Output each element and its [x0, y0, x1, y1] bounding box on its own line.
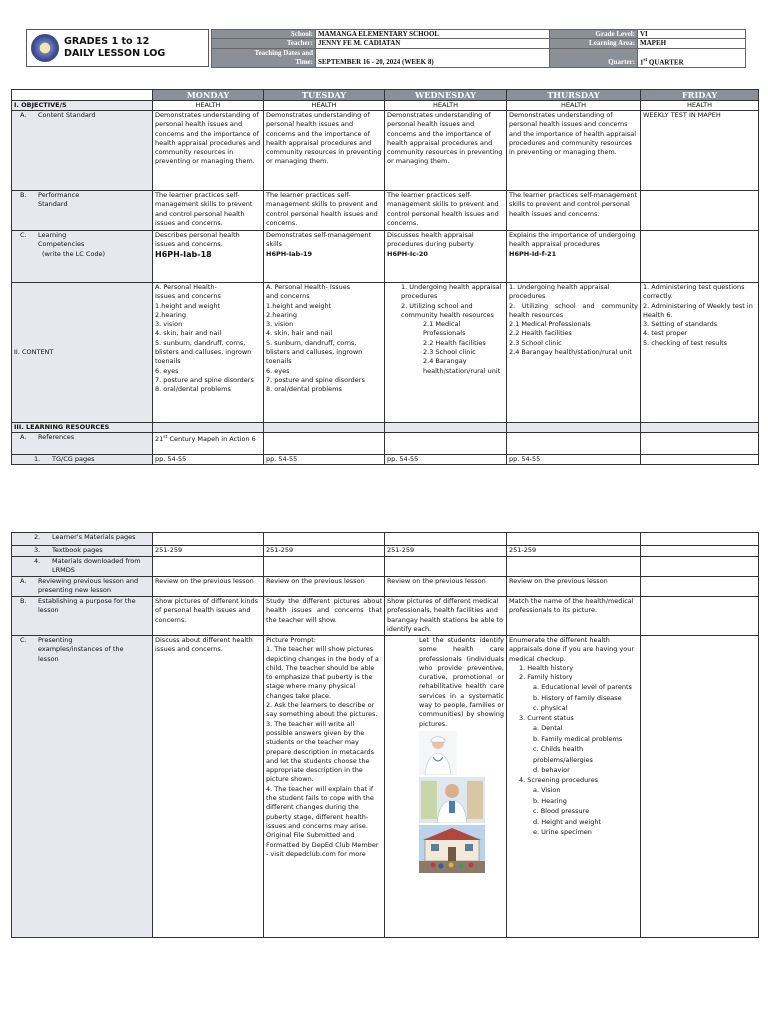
- doctor-photo: [419, 777, 504, 823]
- reviewing-monday: Review on the previous lesson: [153, 577, 264, 597]
- lc-code-thursday: H6PH-Id-f-21: [509, 249, 557, 258]
- presenting-wednesday: [385, 636, 507, 938]
- competencies-label: C. Learning Competencies (write the LC Code): [12, 231, 153, 283]
- tg-wednesday: pp. 54-55: [385, 455, 507, 465]
- health-center-photo: [419, 825, 504, 873]
- header-info-table: [211, 29, 746, 68]
- purpose-label: B. Establishing a purpose for the lesson: [12, 597, 153, 636]
- subject-wednesday: HEALTH: [385, 101, 507, 111]
- performance-friday: [641, 191, 759, 231]
- content-monday-line: 4. skin, hair and nail: [155, 329, 222, 338]
- teacher-label: Teacher:: [212, 39, 316, 48]
- content-standard-friday: WEEKLY TEST IN MAPEH: [641, 111, 759, 191]
- performance-wednesday: The learner practices self-management skills to prevent and control personal health issues and concerns.: [385, 191, 507, 231]
- objectives-heading: I. OBJECTIVE/S: [12, 101, 153, 111]
- content-tuesday-line: and concerns: [266, 292, 310, 301]
- teacher-value: JENNY FE M. CADIATAN: [316, 39, 550, 48]
- resources-heading: III. LEARNING RESOURCES: [12, 423, 153, 433]
- textbook-tuesday: 251-259: [264, 546, 385, 557]
- reviewing-tuesday: Review on the previous lesson: [264, 577, 385, 597]
- lesson-log-table-1: [11, 89, 759, 465]
- performance-standard-label: B. Performance Standard: [12, 191, 153, 231]
- grade-label: Grade Level:: [550, 30, 638, 39]
- grade-value: VI: [638, 30, 746, 39]
- content-monday-line: 1.height and weight: [155, 301, 221, 310]
- presenting-label: C. Presenting examples/instances of the lesson: [12, 636, 153, 938]
- title-line-1: GRADES 1 to 12: [64, 36, 150, 47]
- tg-pages-label: 1. TG/CG pages: [12, 455, 153, 465]
- presenting-wednesday-text: Let the students identify some health care professionals (individuals who provide preventive, curative, promotional or rehabilitative health care services in a systematic way to people, families or communities) by showing pictures.: [419, 636, 504, 728]
- nurse-photo: [419, 731, 504, 775]
- quarter-value: 1st QUARTER: [638, 48, 746, 67]
- references-monday: 21st Century Mapeh in Action 6: [153, 433, 264, 455]
- tg-tuesday: pp. 54-55: [264, 455, 385, 465]
- lrmds-label: 4. Materials downloaded from LRMDS: [12, 557, 153, 577]
- textbook-pages-label: 3. Textbook pages: [12, 546, 153, 557]
- presenting-tuesday-line: 2. Ask the learners to describe or say something about the pictures.: [266, 701, 378, 719]
- tg-thursday: pp. 54-55: [507, 455, 641, 465]
- content-tuesday-line: 7. posture and spine disorders: [266, 375, 365, 384]
- lc-code-note: (write the LC Code): [42, 249, 106, 258]
- references-label: A. References: [12, 433, 153, 455]
- purpose-tuesday: Study the different pictures about health issues and concerns that the teacher will show.: [264, 597, 385, 636]
- lesson-log-table-2: [11, 532, 759, 938]
- reviewing-thursday: Review on the previous lesson: [507, 577, 641, 597]
- performance-thursday: The learner practices self-management skills to prevent and control personal health issues and concerns.: [507, 191, 641, 231]
- day-wednesday: WEDNESDAY: [385, 90, 507, 101]
- subject-thursday: HEALTH: [507, 101, 641, 111]
- purpose-wednesday: Show pictures of different medical professionals, health facilities and barangay health stations be able to identify each.: [385, 597, 507, 636]
- content-tuesday-line: 5. sunburn, dandruff, corns, blisters and calluses, ingrown toenails: [266, 338, 363, 366]
- content-wednesday: 1. Undergoing health appraisal procedures 2. Utilizing school and community health resources 2.1 Medical Professionals 2.2 Health facilities 2.3 School clinic 2.4 Barangay health/station/rural unit: [385, 283, 507, 423]
- area-value: MAPEH: [638, 39, 746, 48]
- subject-tuesday: HEALTH: [264, 101, 385, 111]
- day-thursday: THURSDAY: [507, 90, 641, 101]
- deped-seal-icon: [31, 34, 59, 62]
- tg-monday: pp. 54-55: [153, 455, 264, 465]
- day-monday: MONDAY: [153, 90, 264, 101]
- content-friday-line: 5. checking of test results: [643, 338, 728, 347]
- content-standard-wednesday: Demonstrates understanding of personal health issues and concerns and the importance of health appraisal procedures and community resources in preventing or managing them.: [385, 111, 507, 191]
- presenting-tuesday-line: 1. The teacher will show pictures depicting changes in the body of a child. The teacher should be able to emphasize that puberty is the stage where many physical changes take place.: [266, 645, 379, 700]
- content-label: II. CONTENT: [12, 283, 153, 423]
- competencies-thursday: Explains the importance of undergoing health appraisal procedures H6PH-Id-f-21: [507, 231, 641, 283]
- presenting-tuesday: [264, 636, 385, 938]
- performance-tuesday: The learner practices self-management skills to prevent and control personal health issues and concerns.: [264, 191, 385, 231]
- content-tuesday-line: A. Personal Health- Issues: [266, 283, 351, 291]
- content-monday-line: 5. sunburn, dandruff, corns, blisters and calluses, ingrown toenails: [155, 338, 252, 366]
- content-monday-line: 8. oral/dental problems: [155, 385, 231, 394]
- content-monday-line: Issues and concerns: [155, 292, 221, 301]
- competencies-monday: Describes personal health issues and concerns. H6PH-Iab-18: [153, 231, 264, 283]
- textbook-wednesday: 251-259: [385, 546, 507, 557]
- textbook-thursday: 251-259: [507, 546, 641, 557]
- content-tuesday-line: 4. skin, hair and nail: [266, 329, 333, 338]
- area-label: Learning Area:: [550, 39, 638, 48]
- doc-title: [64, 36, 165, 60]
- lc-code-tuesday: H6PH-Iab-19: [266, 249, 313, 258]
- content-monday-line: 7. posture and spine disorders: [155, 375, 254, 384]
- content-tuesday-line: 6. eyes: [266, 366, 290, 375]
- content-standard-tuesday: Demonstrates understanding of personal health issues and concerns and the importance of health appraisal procedures and community resources in preventing or managing them.: [264, 111, 385, 191]
- content-tuesday: [264, 283, 385, 423]
- content-monday-line: A. Personal Health-: [155, 283, 217, 291]
- content-friday-line: 3. Setting of standards: [643, 320, 718, 329]
- competencies-friday: [641, 231, 759, 283]
- content-thursday: 1. Undergoing health appraisal procedures 2. Utilizing school and community health resources 2.1 Medical Professionals 2.2 Health facilities 2.3 School clinic 2.4 Barangay health/station/rural unit: [507, 283, 641, 423]
- purpose-thursday: Match the name of the health/medical professionals to its picture.: [507, 597, 641, 636]
- content-monday-line: 6. eyes: [155, 366, 179, 375]
- presenting-tuesday-line: Original File Submitted and Formatted by DepEd Club Member - visit depedclub.com for more: [266, 831, 379, 858]
- dates-label: Teaching Dates and Time:: [212, 48, 316, 67]
- content-tuesday-line: 3. vision: [266, 320, 294, 329]
- doc-title-box: [26, 29, 209, 67]
- competencies-tuesday: Demonstrates self-management skills H6PH-Iab-19: [264, 231, 385, 283]
- textbook-monday: 251-259: [153, 546, 264, 557]
- lc-code-wednesday: H6PH-Ic-20: [387, 249, 428, 258]
- content-tuesday-line: 8. oral/dental problems: [266, 385, 342, 394]
- content-standard-monday: Demonstrates understanding of personal health issues and concerns and the importance of health appraisal procedures and community resources in preventing or managing them.: [153, 111, 264, 191]
- quarter-label: Quarter:: [550, 48, 638, 67]
- presenting-tuesday-line: 4. The teacher will explain that if the student fails to cope with the different changes during the puberty stage, different health-issues and concerns may arise.: [266, 784, 374, 830]
- title-line-2: DAILY LESSON LOG: [64, 48, 166, 59]
- subject-monday: HEALTH: [153, 101, 264, 111]
- content-tuesday-line: 2.hearing: [266, 310, 298, 319]
- presenting-thursday: Enumerate the different health appraisals done if you are having your medical checkup. 1. Health history 2. Family history a. Educational level of parents b. History of family disease c. physical 3. Current status a. Dental b. Family medical problems c. Childs health problems/allergies d. behavior 4. Screening procedures a. Vision b. Hearing c. Blood pressure d. Height and weight e. Urine specimen: [507, 636, 641, 938]
- content-monday: [153, 283, 264, 423]
- school-value: MAMANGA ELEMENTARY SCHOOL: [316, 30, 550, 39]
- content-friday-line: 1. Administering test questions correctly.: [643, 283, 745, 301]
- performance-monday: The learner practices self-management skills to prevent and control personal health issues and concerns.: [153, 191, 264, 231]
- content-friday: [641, 283, 759, 423]
- content-monday-line: 3. vision: [155, 320, 183, 329]
- lm-pages-label: 2. Learner's Materials pages: [12, 533, 153, 546]
- content-standard-label: A. Content Standard: [12, 111, 153, 191]
- presenting-tuesday-line: 3. The teacher will write all possible answers given by the students or the teacher may prepare description in metacards and let the students choose the appropriate description in the picture shown.: [266, 719, 375, 784]
- purpose-monday: Show pictures of different kinds of personal health issues and concerns.: [153, 597, 264, 636]
- subject-friday: HEALTH: [641, 101, 759, 111]
- content-friday-line: 4. test proper: [643, 329, 688, 338]
- day-friday: FRIDAY: [641, 90, 759, 101]
- content-tuesday-line: 1.height and weight: [266, 301, 332, 310]
- content-friday-line: 2. Administering of Weekly test in Health 6.: [643, 301, 753, 319]
- presenting-tuesday-line: Picture Prompt:: [266, 636, 316, 644]
- dates-value: SEPTEMBER 16 - 20, 2024 (WEEK 8): [316, 48, 550, 67]
- reviewing-wednesday: Review on the previous lesson: [385, 577, 507, 597]
- reviewing-label: A. Reviewing previous lesson and presenting new lesson: [12, 577, 153, 597]
- content-standard-thursday: Demonstrates understanding of personal health issues and concerns and the importance of health appraisal procedures and community resources in preventing or managing them.: [507, 111, 641, 191]
- competencies-wednesday: Discusses health appraisal procedures during puberty H6PH-Ic-20: [385, 231, 507, 283]
- content-monday-line: 2.hearing: [155, 310, 187, 319]
- lc-code-monday: H6PH-Iab-18: [155, 249, 212, 259]
- day-tuesday: TUESDAY: [264, 90, 385, 101]
- school-label: School:: [212, 30, 316, 39]
- presenting-monday: Discuss about different health issues and concerns.: [153, 636, 264, 938]
